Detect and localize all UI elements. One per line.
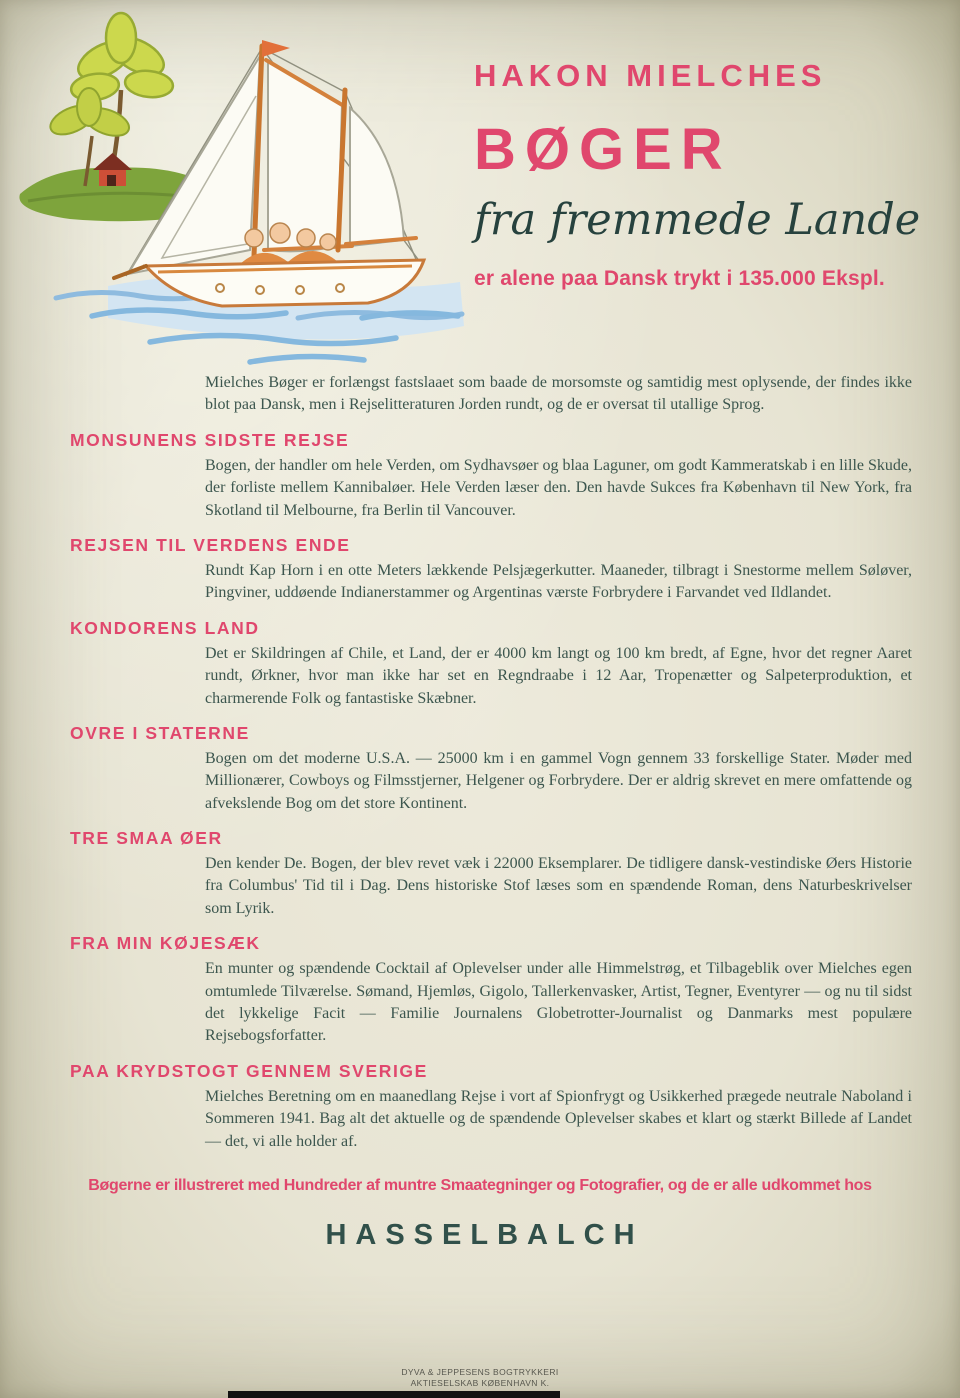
intro-paragraph: Mielches Bøger er forlængst fastslaaet som baade de morsomste og samtidig mest oplysende, der findes ikke blot paa Dansk, men i Rejselitteraturen Jorden rundt, og de er oversat til utallige Sprog. xyxy=(205,374,912,414)
section-description: Bogen om det moderne U.S.A. — 25000 km i en gammel Vogn gennem 33 forskellige Stater. Møder med Millionærer, Cowboys og Filmsstjerner, Helgener og Forbrydere. Der er aldrig skrevet en mere omfattende og afvekslende Bog om det store Kontinent. xyxy=(205,749,912,812)
sailboat-island-illustration xyxy=(0,0,472,372)
section-heading: MONSUNENS SIDSTE REJSE xyxy=(70,429,350,450)
sailboat-island-art xyxy=(0,0,472,372)
section-description: Den kender De. Bogen, der blev revet væk i 22000 Eksemplarer. De tidligere dansk-vestindiske Øers Historie fra Columbus' Tid til i Dag. Dens historiske Stof læses som en spændende Roman, dens Naturbeskrivelser som Lyrik. xyxy=(205,855,912,917)
printer-line-1: DYVA & JEPPESENS BOGTRYKKERI xyxy=(401,1366,559,1377)
print-run-tagline: er alene paa Dansk trykt i 135.000 Ekspl. xyxy=(474,267,885,290)
book-section-paa-krydstogt-gennem-sverige xyxy=(0,1061,960,1153)
section-heading: PAA KRYDSTOGT GENNEM SVERIGE xyxy=(70,1060,428,1081)
cover-header xyxy=(472,0,960,372)
section-heading: FRA MIN KØJESÆK xyxy=(70,933,261,954)
section-heading: REJSEN TIL VERDENS ENDE xyxy=(70,534,351,555)
book-section-monsunens-sidste-rejse xyxy=(0,430,960,522)
book-section-fra-min-koejesaek xyxy=(0,933,960,1048)
section-description: Det er Skildringen af Chile, et Land, der er 4000 km langt og 100 km bredt, af Egne, hvor det regner Aaret rundt, Ørkner, hvor man ikke har set en Regndraabe i 12 Aar, Tropenætter og Salpeterproduktion, et charmerende Folk og fantastiske Skæbner. xyxy=(205,644,912,707)
book-section-kondorens-land xyxy=(0,618,960,710)
printer-line-2: AKTIESELSKAB KØBENHAVN K. xyxy=(410,1377,550,1388)
book-section-ovre-i-staterne xyxy=(0,723,960,815)
author-line: HAKON MIELCHES xyxy=(474,58,827,93)
section-heading: TRE SMAA ØER xyxy=(70,828,223,849)
cover-top-area xyxy=(0,0,960,372)
book-series-title: BØGER xyxy=(474,117,732,182)
section-heading: OVRE I STATERNE xyxy=(70,722,250,743)
section-heading: KONDORENS LAND xyxy=(70,617,260,638)
masthead-flag xyxy=(262,40,290,57)
section-description: En munter og spændende Cocktail af Oplevelser under alle Himmelstrøg, et Tilbageblik over Mielches egen omtumlede Tilværelse. Sømand, Hjemløs, Gigolo, Tallerkenvasker, Artist, Tegner, Eventyrer — og nu til sidst det lykkelige Facit — Familie Journalens Globetrotter-Journalist og Danmarks mest populære Rejsebogsforfatter. xyxy=(205,960,912,1045)
publisher-name: HASSELBALCH xyxy=(325,1218,644,1251)
section-description: Bogen, der handler om hele Verden, om Sydhavsøer og blaa Laguner, om godt Kammeratskab i en lille Skude, der forliste mellem Kannibaløer. Hele Verden læser den. Den havde Sukces fra København til New York, fra Skotland til Melbourne, fra Berlin til Vancouver. xyxy=(205,456,912,519)
printer-credit xyxy=(0,1367,960,1389)
illustration-note: Bøgerne er illustreret med Hundreder af muntre Smaategninger og Fotografier, og de er alle udkommet hos xyxy=(88,1176,872,1194)
scan-edge-artifact xyxy=(228,1391,560,1398)
book-section-rejsen-til-verdens-ende xyxy=(0,535,960,605)
book-series-subtitle: fra fremmede Lande xyxy=(474,195,921,245)
book-section-tre-smaa-oer xyxy=(0,828,960,920)
section-description: Mielches Beretning om en maanedlang Rejse i vort af Spionfrygt og Usikkerhed prægede neutrale Naboland i Sommeren 1941. Bag alt det aktuelle og de spændende Oplevelser skabes et klart og stærkt Billede af Landet — det, vi alle holder af. xyxy=(205,1087,912,1150)
section-description: Rundt Kap Horn i en otte Meters lækkende Pelsjægerkutter. Maaneder, tilbragt i Snestorme mellem Søløver, Pingviner, uddøende Indianerstammer og Argentinas værste Forbrydere i Farvandet ved Ildlandet. xyxy=(205,561,912,602)
